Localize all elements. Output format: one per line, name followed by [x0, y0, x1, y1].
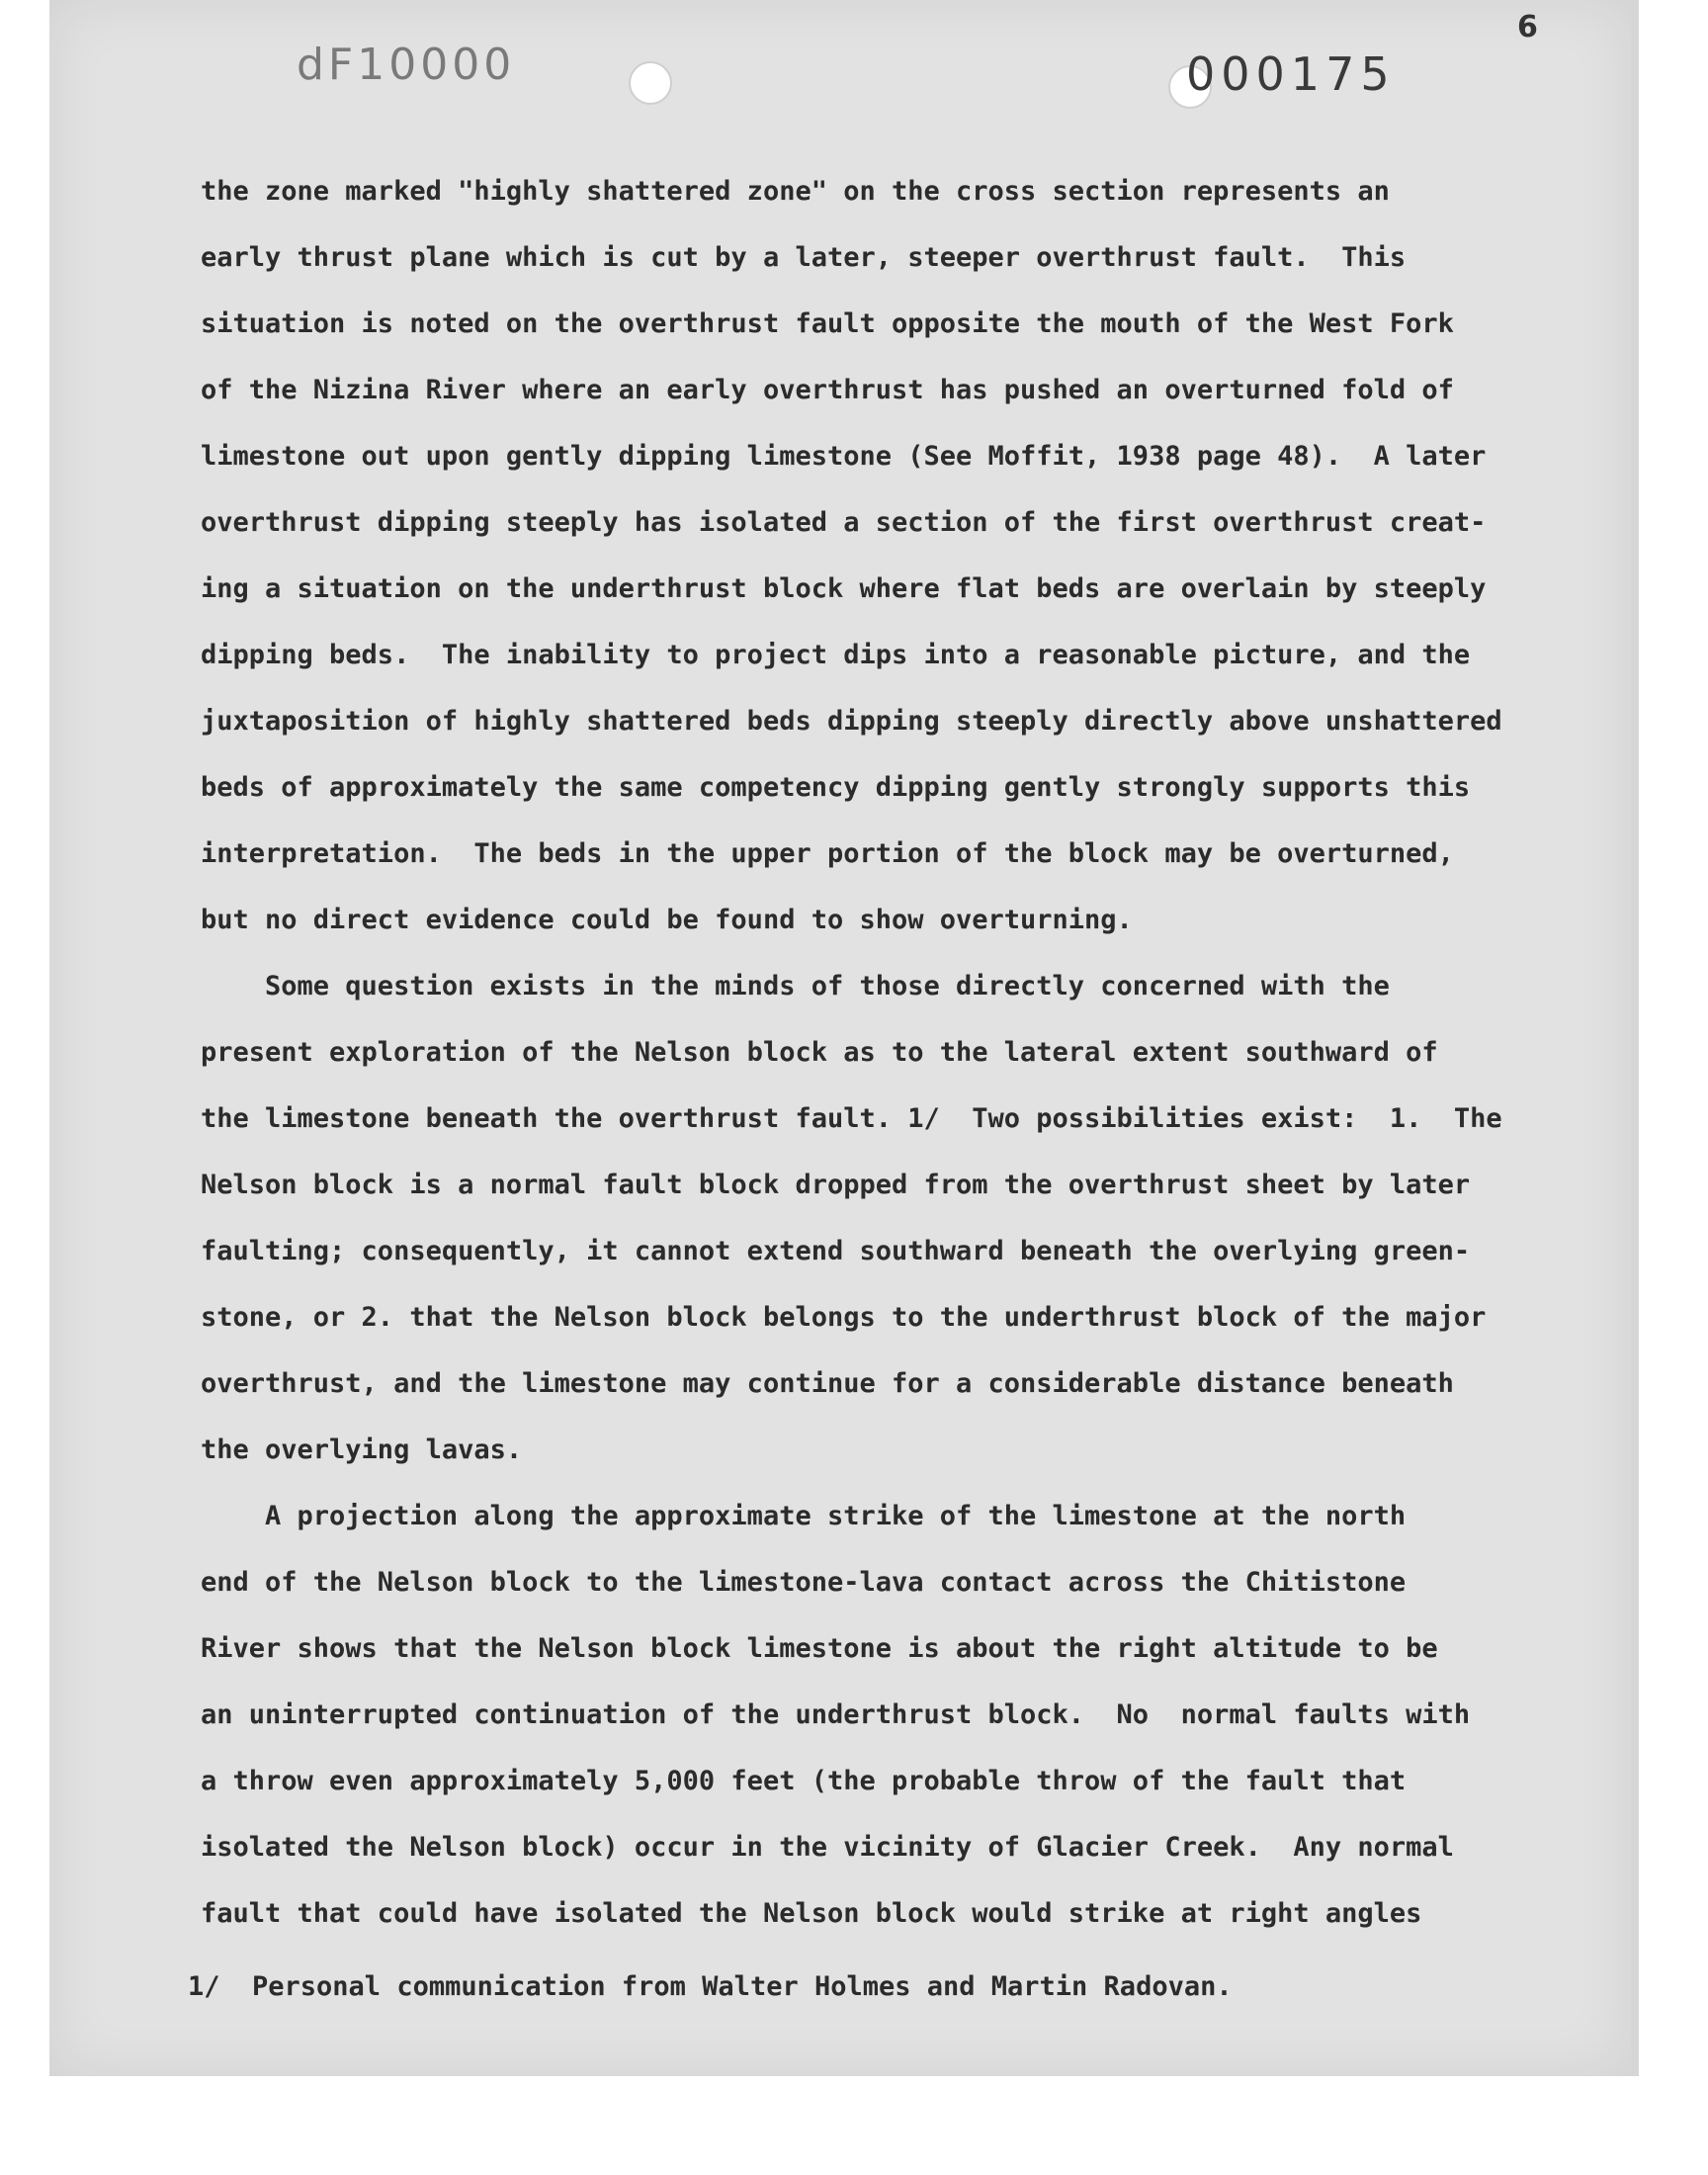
text-line: end of the Nelson block to the limestone-lava contact across the Chitistone: [201, 1567, 1407, 1598]
punch-hole: [629, 61, 672, 105]
text-line: situation is noted on the overthrust fault opposite the mouth of the West Fork: [201, 308, 1454, 339]
text-line: Some question exists in the minds of those directly concerned with the: [201, 971, 1390, 1001]
text-line: beds of approximately the same competency dipping gently strongly supports this: [201, 772, 1471, 803]
text-line: the overlying lavas.: [201, 1435, 523, 1465]
text-line: River shows that the Nelson block limestone is about the right altitude to be: [201, 1633, 1438, 1664]
text-line: but no direct evidence could be found to show overturning.: [201, 905, 1133, 935]
text-line: faulting; consequently, it cannot extend southward beneath the overlying green-: [201, 1236, 1471, 1266]
text-line: an uninterrupted continuation of the underthrust block. No normal faults with: [201, 1699, 1471, 1730]
text-line: overthrust dipping steeply has isolated a section of the first overthrust creat-: [201, 507, 1487, 538]
text-line: Nelson block is a normal fault block dropped from the overthrust sheet by later: [201, 1170, 1471, 1200]
text-line: present exploration of the Nelson block as to the lateral extent southward of: [201, 1037, 1438, 1068]
text-line: of the Nizina River where an early overthrust has pushed an overturned fold of: [201, 375, 1454, 405]
text-line: the zone marked "highly shattered zone" on the cross section represents an: [201, 176, 1390, 207]
text-line: early thrust plane which is cut by a later, steeper overthrust fault. This: [201, 242, 1407, 273]
text-line: the limestone beneath the overthrust fault. 1/ Two possibilities exist: 1. The: [201, 1103, 1502, 1134]
text-line: ing a situation on the underthrust block where flat beds are overlain by steeply: [201, 573, 1487, 604]
text-line: isolated the Nelson block) occur in the vicinity of Glacier Creek. Any normal: [201, 1832, 1454, 1863]
document-stamp-right: 000175: [1186, 47, 1396, 101]
text-line: stone, or 2. that the Nelson block belongs to the underthrust block of the major: [201, 1302, 1487, 1333]
text-line: a throw even approximately 5,000 feet (the probable throw of the fault that: [201, 1766, 1407, 1796]
page-edge: [1631, 0, 1639, 2076]
text-line: fault that could have isolated the Nelson block would strike at right angles: [201, 1898, 1422, 1929]
text-line: limestone out upon gently dipping limestone (See Moffit, 1938 page 48). A later: [201, 441, 1487, 472]
footnote: 1/ Personal communication from Walter Holmes and Martin Radovan.: [188, 1971, 1233, 2002]
document-stamp-left: dF10000: [297, 40, 516, 90]
text-line: dipping beds. The inability to project dips into a reasonable picture, and the: [201, 640, 1471, 670]
text-line: interpretation. The beds in the upper portion of the block may be overturned,: [201, 838, 1454, 869]
text-line: A projection along the approximate strike of the limestone at the north: [201, 1501, 1407, 1531]
text-line: juxtaposition of highly shattered beds dipping steeply directly above unshattered: [201, 706, 1502, 737]
text-line: overthrust, and the limestone may continue for a considerable distance beneath: [201, 1368, 1454, 1399]
page-number: 6: [1517, 10, 1538, 44]
